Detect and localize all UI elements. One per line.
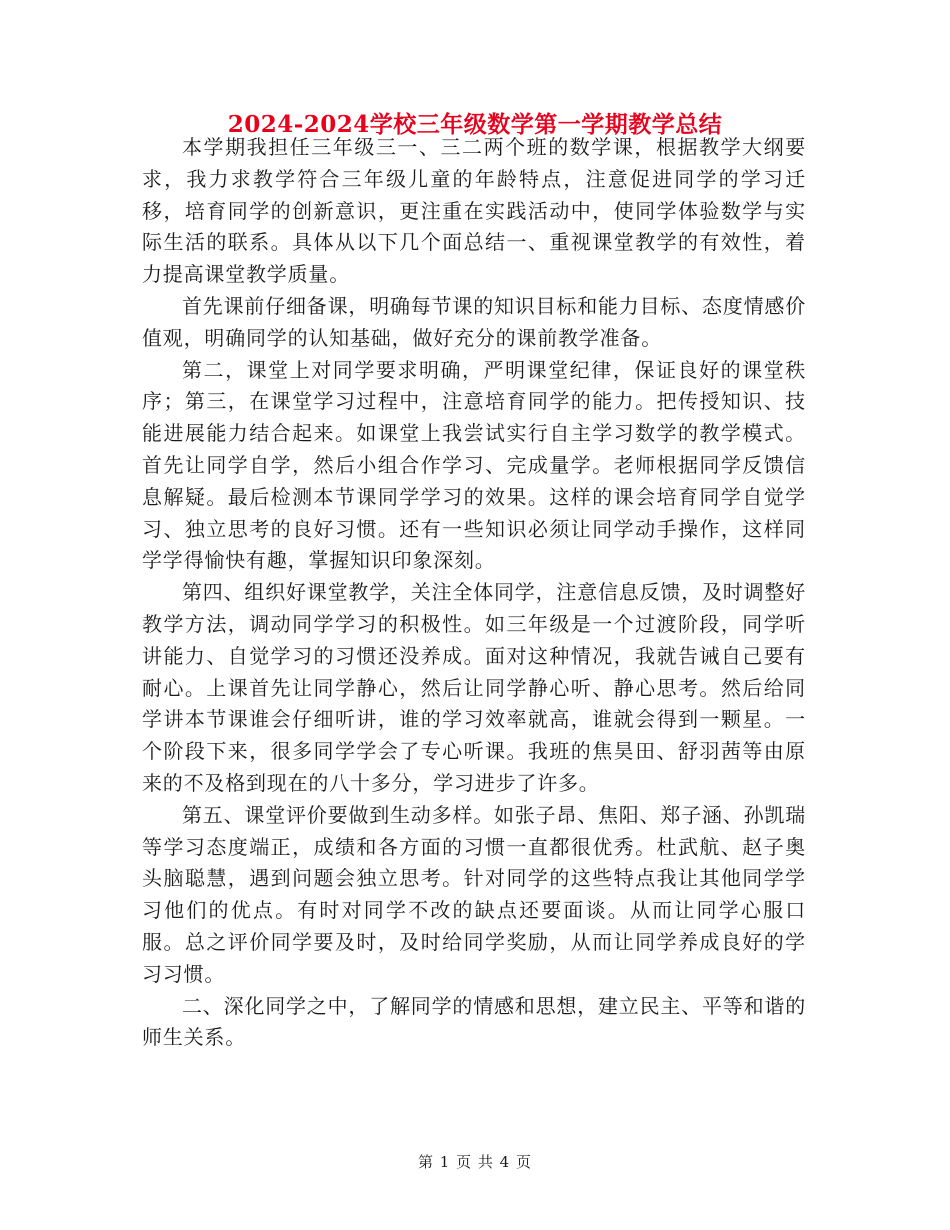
paragraph-1: 本学期我担任三年级三一、三二两个班的数学课，根据教学大纲要求，我力求教学符合三年级儿童的年龄特点，注意促进同学的学习迁移，培育同学的创新意识，更注重在实践活动中，使同学体验数学与实际生活的联系。具体从以下几个面总结一、重视课堂教学的有效性，着力提高课堂教学质量。 <box>142 135 806 287</box>
paragraph-3: 第二，课堂上对同学要求明确，严明课堂纪律，保证良好的课堂秩序；第三，在课堂学习过程中，注意培育同学的能力。把传授知识、技能进展能力结合起来。如课堂上我尝试实行自主学习数学的教学模式。首先让同学自学，然后小组合作学习、完成量学。老师根据同学反馈信息解疑。最后检测本节课同学学习的效果。这样的课会培育同学自觉学习、独立思考的良好习惯。还有一些知识必须让同学动手操作，这样同学学得愉快有趣，掌握知识印象深刻。 <box>142 357 806 573</box>
document-title: 2024-2024学校三年级数学第一学期教学总结 <box>227 111 723 138</box>
paragraph-5: 第五、课堂评价要做到生动多样。如张子昂、焦阳、郑子涵、孙凯瑞等学习态度端正，成绩和各方面的习惯一直都很优秀。杜武航、赵子奥头脑聪慧，遇到问题会独立思考。针对同学的这些特点我让其他同学学习他们的优点。有时对同学不改的缺点还要面谈。从而让同学心服口服。总之评价同学要及时，及时给同学奖励，从而让同学养成良好的学习习惯。 <box>142 802 806 986</box>
document-body <box>142 132 806 1054</box>
paragraph-6: 二、深化同学之中，了解同学的情感和思想，建立民主、平等和谐的师生关系。 <box>142 993 806 1050</box>
paragraph-2: 首先课前仔细备课，明确每节课的知识目标和能力目标、态度情感价值观，明确同学的认知基础，做好充分的课前教学准备。 <box>142 293 806 350</box>
page-footer: 第 1 页 共 4 页 <box>418 1153 532 1171</box>
paragraph-4: 第四、组织好课堂教学，关注全体同学，注意信息反馈，及时调整好教学方法，调动同学学习的积极性。如三年级是一个过渡阶段，同学听讲能力、自觉学习的习惯还没养成。面对这种情况，我就告诫自己要有耐心。上课首先让同学静心，然后让同学静心听、静心思考。然后给同学讲本节课谁会仔细听讲，谁的学习效率就高，谁就会得到一颗星。一个阶段下来，很多同学学会了专心听课。我班的焦昊田、舒羽茜等由原来的不及格到现在的八十多分，学习进步了许多。 <box>142 580 806 795</box>
